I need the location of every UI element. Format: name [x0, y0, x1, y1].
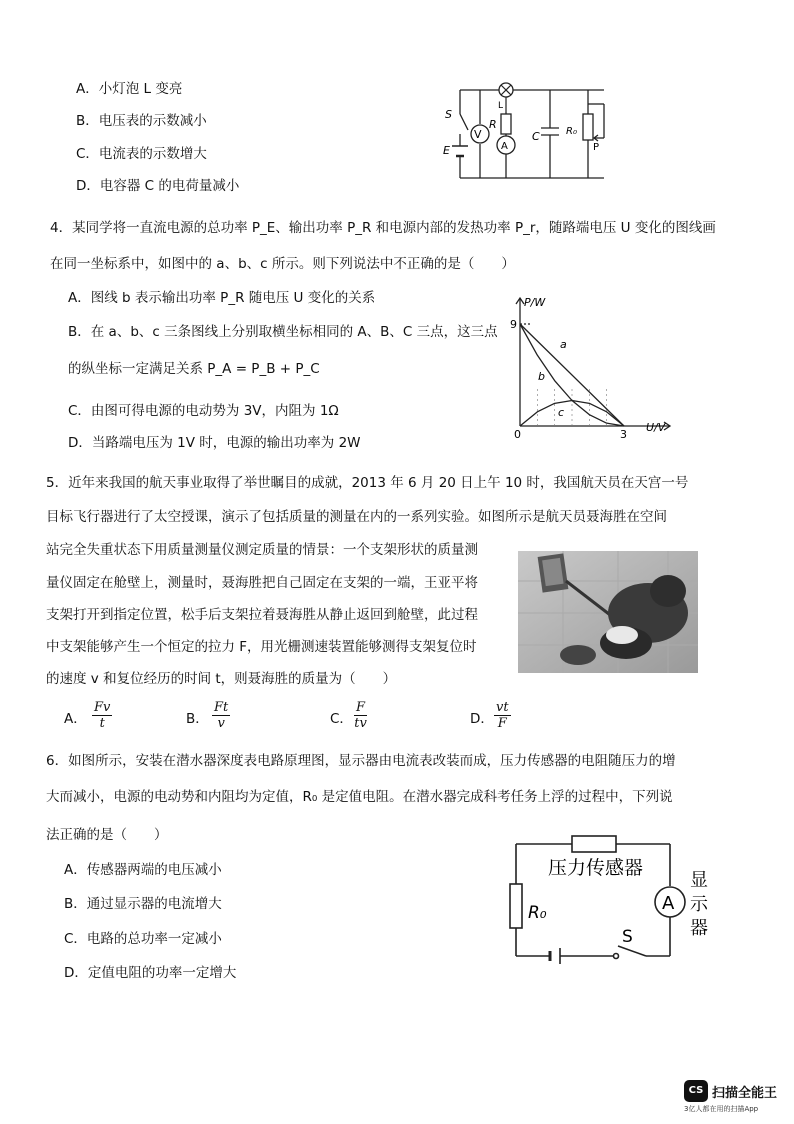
x-tick-3: 3: [620, 428, 627, 441]
q5-line7: 的速度 v 和复位经历的时间 t，则聂海胜的质量为（ ）: [46, 671, 397, 687]
series-label-a: a: [560, 338, 567, 351]
q5-option-d-num: vt: [496, 700, 509, 715]
q3-option-b: B．电压表的示数减小: [76, 113, 207, 129]
q5-option-b-fraction: [212, 700, 230, 731]
q5-line3: 站完全失重状态下用质量测量仪测定质量的情景：一个支架形状的质量测: [46, 542, 478, 558]
q5-option-a-num: Fv: [94, 700, 111, 715]
q5-line1: 5．近年来我国的航天事业取得了举世瞩目的成就，2013 年 6 月 20 日上午 10 时，我国航天员在天宫一号: [46, 475, 689, 491]
q6-line1: 6．如图所示，安装在潜水器深度表电路原理图，显示器由电流表改装而成，压力传感器的电阻随压力的增: [46, 753, 676, 769]
q3-circuit-diagram: [440, 74, 620, 186]
q4-stem-line1: 4．某同学将一直流电源的总功率 P_E、输出功率 P_R 和电源内部的发热功率 P_r，随路端电压 U 变化的图线画: [50, 220, 716, 236]
q4-option-d: D．当路端电压为 1V 时，电源的输出功率为 2W: [68, 435, 361, 451]
q3-option-a: A．小灯泡 L 变亮: [76, 81, 183, 97]
q6-r0-label: R₀: [528, 903, 547, 923]
q5-astronaut-photo: [518, 551, 698, 673]
q4-power-voltage-chart: [500, 292, 690, 442]
q4-option-b2: 的纵坐标一定满足关系 P_A = P_B + P_C: [68, 361, 320, 377]
scanner-watermark: [684, 1080, 784, 1114]
watermark-title: 扫描全能王: [712, 1086, 778, 1101]
q4-option-b1: B．在 a、b、c 三条图线上分别取横坐标相同的 A、B、C 三点，这三点: [68, 324, 498, 340]
q5-option-c-fraction: [354, 700, 367, 731]
q3-ammeter-label: A: [501, 141, 508, 152]
y-tick-9: 9: [510, 318, 517, 331]
q5-option-d-label: D．: [470, 711, 494, 727]
q5-line4: 量仪固定在舱壁上，测量时，聂海胜把自己固定在支架的一端，王亚平将: [46, 575, 478, 591]
q3-option-c: C．电流表的示数增大: [76, 146, 207, 162]
q4-stem-line2: 在同一坐标系中，如图中的 a、b、c 所示。则下列说法中不正确的是（ ）: [50, 256, 515, 272]
q3-switch-label: S: [445, 108, 452, 121]
q6-display-label-2: 示: [690, 894, 708, 915]
q4-option-c: C．由图可得电源的电动势为 3V，内阻为 1Ω: [68, 403, 339, 419]
q5-option-c-num: F: [356, 700, 366, 715]
q5-line2: 目标飞行器进行了太空授课，演示了包括质量的测量在内的一系列实验。如图所示是航天员聂海胜在空间: [46, 509, 667, 525]
q3-r0-label: R₀: [566, 126, 577, 137]
camscanner-logo-text: CS: [688, 1085, 704, 1096]
q5-option-a-den: t: [99, 716, 105, 731]
q6-depth-gauge-circuit: [500, 830, 720, 970]
q5-option-b-label: B．: [186, 711, 209, 727]
q5-option-d-den: F: [497, 716, 507, 731]
q3-slider-label: P: [593, 142, 600, 153]
q6-option-c: C．电路的总功率一定减小: [64, 931, 222, 947]
q6-option-b: B．通过显示器的电流增大: [64, 896, 222, 912]
y-axis-label: P/W: [524, 296, 546, 309]
series-label-b: b: [538, 370, 545, 383]
q3-resistor-label: R: [489, 118, 497, 131]
q5-option-c-label: C．: [330, 711, 353, 727]
q6-line2: 大而减小，电源的电动势和内阻均为定值，R₀ 是定值电阻。在潜水器完成科考任务上浮的过程中，下列说: [46, 789, 673, 805]
q5-option-b-num: Ft: [214, 700, 229, 715]
q5-option-d-fraction: [494, 700, 511, 731]
q6-option-a: A．传感器两端的电压减小: [64, 862, 222, 878]
x-axis-label: U/V: [646, 421, 666, 434]
watermark-subtitle: 3亿人都在用的扫描App: [684, 1105, 759, 1113]
q5-line5: 支架打开到指定位置，松手后支架拉着聂海胜从静止返回到舱壁，此过程: [46, 607, 478, 623]
q3-lamp-label: L: [498, 101, 504, 111]
q4-option-a: A．图线 b 表示输出功率 P_R 随电压 U 变化的关系: [68, 290, 376, 306]
q3-battery-label: E: [443, 144, 450, 157]
series-label-c: c: [558, 406, 565, 419]
q3-capacitor-label: C: [532, 130, 540, 143]
q6-display-label-1: 显: [690, 870, 708, 891]
q5-option-c-den: tv: [354, 716, 367, 731]
q3-option-d: D．电容器 C 的电荷量减小: [76, 178, 240, 194]
camscanner-logo: [684, 1080, 708, 1102]
q5-option-b-den: v: [217, 716, 225, 731]
q6-display-label-3: 器: [690, 918, 708, 939]
x-tick-0: 0: [514, 428, 521, 441]
q3-voltmeter-label: V: [474, 128, 482, 141]
q6-switch-label: S: [622, 927, 633, 947]
q6-ammeter-label: A: [662, 893, 675, 914]
q5-line6: 中支架能够产生一个恒定的拉力 F，用光栅测速装置能够测得支架复位时: [46, 639, 477, 655]
q5-option-a-fraction: [92, 700, 112, 731]
q6-option-d: D．定值电阻的功率一定增大: [64, 965, 237, 981]
q5-option-a-label: A．: [64, 711, 87, 727]
q6-line3: 法正确的是（ ）: [46, 827, 168, 843]
q6-sensor-label: 压力传感器: [548, 857, 644, 879]
